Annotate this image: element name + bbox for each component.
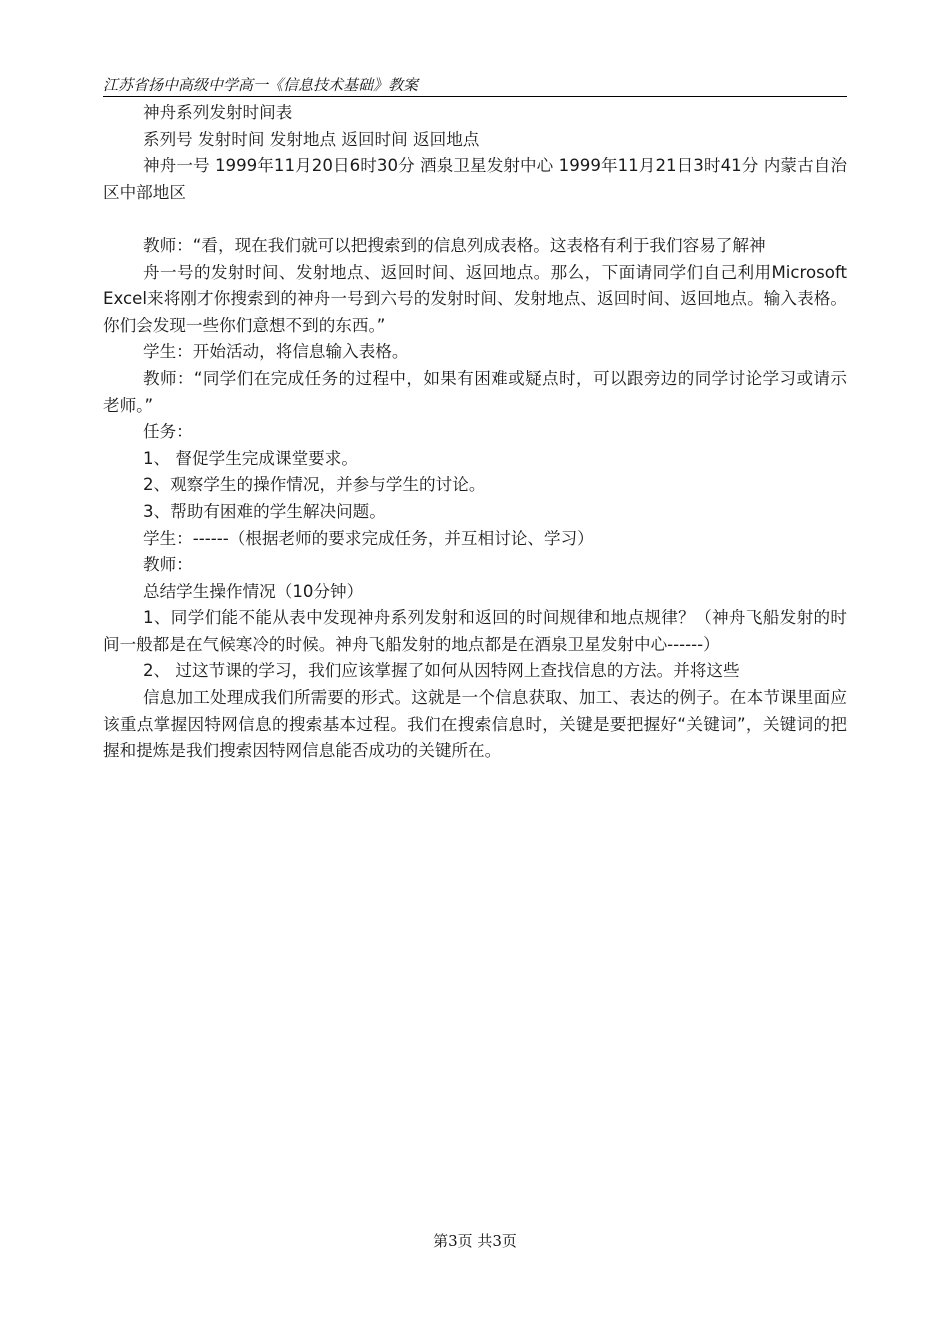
teacher-paragraph-1: 教师：“看，现在我们就可以把搜索到的信息列成表格。这表格有利于我们容易了解神: [143, 235, 766, 255]
document-body: [103, 100, 847, 765]
student-paragraph-1: 学生：开始活动，将信息输入表格。: [143, 342, 409, 362]
task-item-1: 1、 督促学生完成课堂要求。: [143, 448, 358, 468]
table-title: 神舟系列发射时间表: [143, 103, 293, 122]
task-item-3: 3、帮助有困难的学生解决问题。: [143, 501, 386, 521]
summary-item-2: 2、 过这节课的学习，我们应该掌握了如何从因特网上查找信息的方法。并将这些: [143, 661, 740, 681]
task-label: 任务：: [143, 422, 193, 442]
teacher-paragraph-1-continued: 舟一号的发射时间、发射地点、返回时间、返回地点。那么，下面请同学们自己利用Microsoft Excel来将刚才你搜索到的神舟一号到六号的发射时间、发射地点、返回时间、返回地点。输入表格。你们会发现一些你们意想不到的东西。”: [103, 262, 847, 335]
page-header: 江苏省扬中高级中学高一《信息技术基础》教案: [103, 75, 847, 97]
task-item-2: 2、观察学生的操作情况，并参与学生的讨论。: [143, 475, 486, 495]
student-paragraph-2: 学生：------（根据老师的要求完成任务，并互相讨论、学习）: [143, 528, 594, 548]
teacher-paragraph-3: 教师：: [143, 555, 193, 575]
summary-title: 总结学生操作情况（10分钟）: [143, 581, 364, 601]
blank-line: [103, 206, 847, 233]
page-footer: 第3页 共3页: [433, 1232, 517, 1250]
table-header-row: 系列号 发射时间 发射地点 返回时间 返回地点: [143, 129, 480, 149]
summary-item-1: 1、同学们能不能从表中发现神舟系列发射和返回的时间规律和地点规律？（神舟飞船发射的时间一般都是在气候寒冷的时候。神舟飞船发射的地点都是在酒泉卫星发射中心------）: [103, 608, 847, 654]
table-data-row: 神舟一号 1999年11月20日6时30分 酒泉卫星发射中心 1999年11月21日3时41分 内蒙古自治区中部地区: [103, 156, 847, 202]
teacher-paragraph-2: 教师：“同学们在完成任务的过程中，如果有困难或疑点时，可以跟旁边的同学讨论学习或请示老师。”: [103, 368, 847, 415]
summary-item-2-continued: 信息加工处理成我们所需要的形式。这就是一个信息获取、加工、表达的例子。在本节课里面应该重点掌握因特网信息的搜索基本过程。我们在搜索信息时，关键是要把握好“关键词”，关键词的把握和提炼是我们搜索因特网信息能否成功的关键所在。: [103, 688, 847, 761]
